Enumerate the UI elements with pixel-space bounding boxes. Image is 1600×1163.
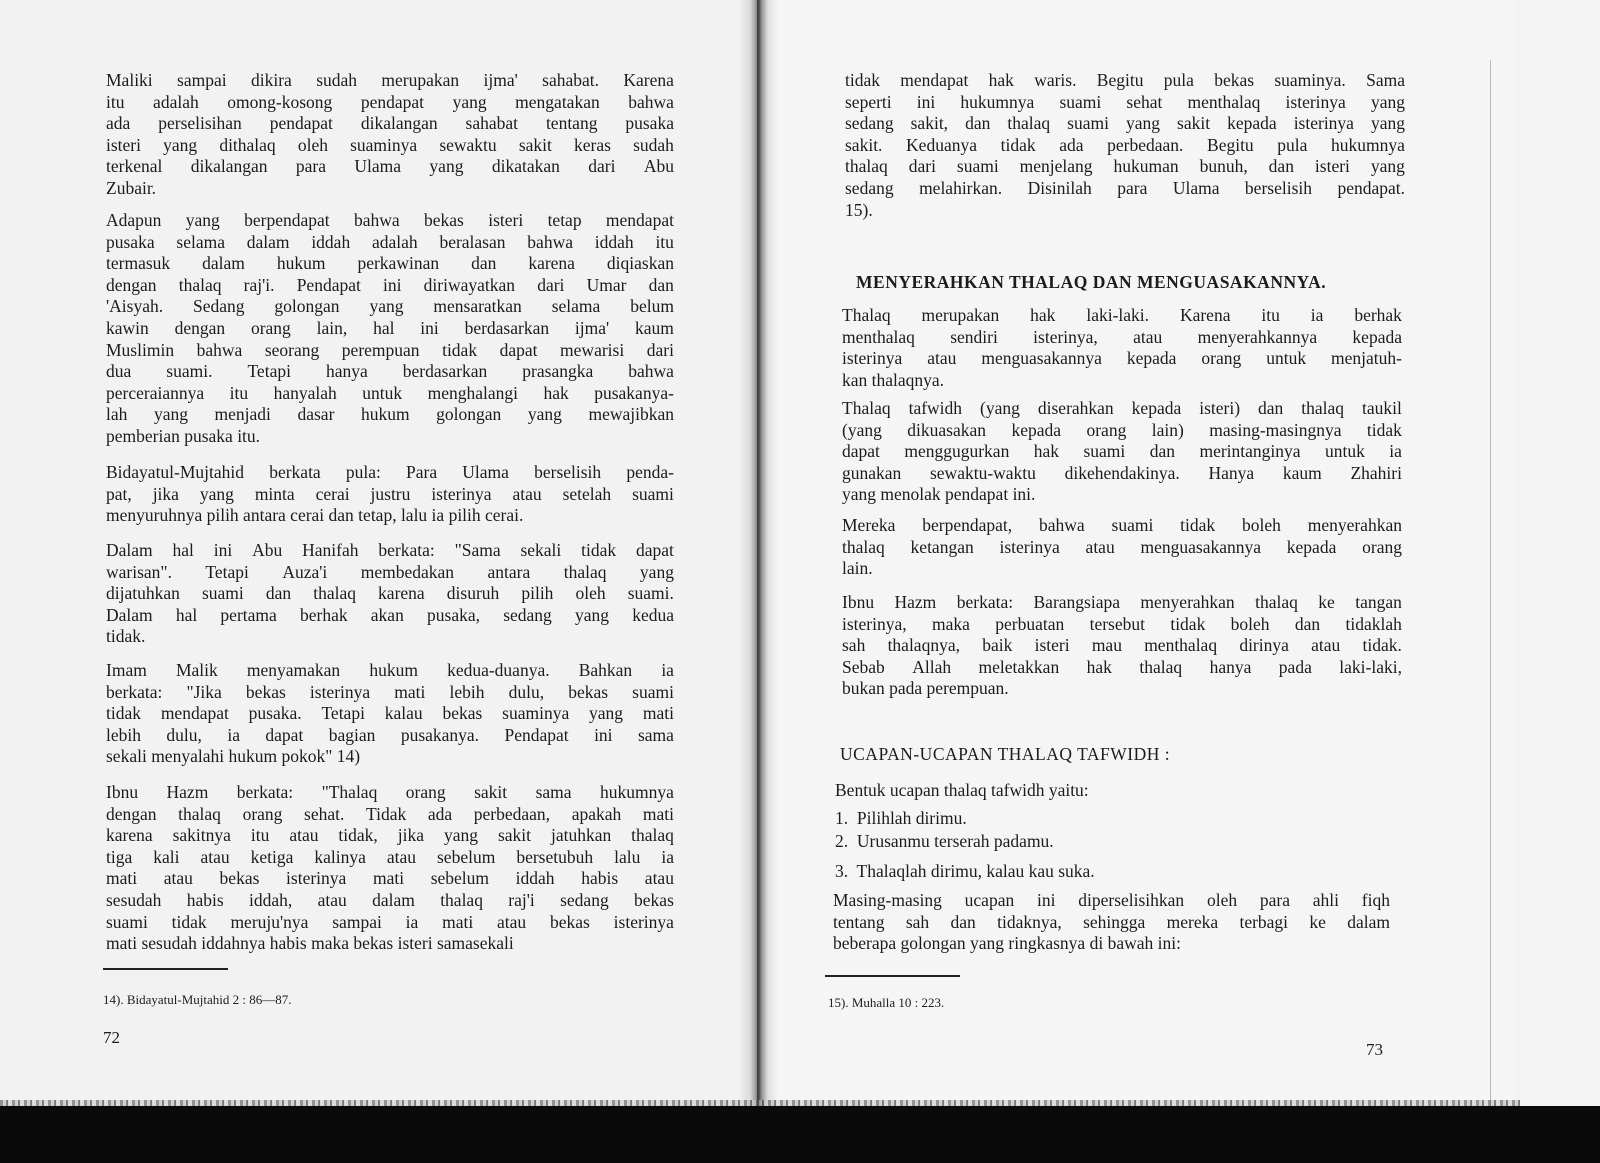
paragraph xyxy=(106,540,674,648)
section-heading: MENYERAHKAN THALAQ DAN MENGUASAKANNYA. xyxy=(856,272,1327,292)
text-line: Muslimin bahwa seorang perempuan tidak dapat mewarisi dari xyxy=(106,339,674,360)
footnote-rule xyxy=(825,975,960,977)
text-line: thalaq dari suami menjelang hukuman bunuh, dan isteri yang xyxy=(845,156,1405,177)
text-line: sesudah habis iddah, atau dalam thalaq raj'i sedang bekas xyxy=(106,889,674,910)
paragraph xyxy=(842,398,1402,506)
text-line: kawin dengan orang lain, hal ini berdasarkan ijma' kaum xyxy=(106,317,674,338)
paragraph xyxy=(106,462,674,527)
text-line: Dalam hal pertama berhak akan pusaka, sedang yang kedua xyxy=(106,604,674,625)
text-line: pusaka selama dalam iddah adalah beralasan bahwa iddah itu xyxy=(106,231,674,252)
footnote: 15). Muhalla 10 : 223. xyxy=(828,995,945,1010)
text-line: yang menolak pendapat ini. xyxy=(842,484,1036,505)
text-line: menyuruhnya pilih antara cerai dan tetap, lalu ia pilih cerai. xyxy=(106,505,524,526)
paragraph xyxy=(842,515,1402,580)
text-line: Maliki sampai dikira sudah merupakan ijma' sahabat. Karena xyxy=(106,70,674,90)
text-line: ada perselisihan pendapat dikalangan sahabat tentang pusaka xyxy=(106,113,674,134)
footnote-rule xyxy=(103,968,228,970)
paragraph xyxy=(106,210,674,448)
text-line: tiga kali atau ketiga kalinya atau sebelum bersetubuh lalu ia xyxy=(106,846,674,867)
text-line: perceraiannya itu hanyalah untuk menghalangi hak pusakanya- xyxy=(106,382,674,403)
page-number: 73 xyxy=(1366,1040,1383,1059)
text-line: 'Aisyah. Sedang golongan yang mensaratkan selama belum xyxy=(106,296,674,317)
text-line: terkenal dikalangan para Ulama yang dikatakan dari Abu xyxy=(106,156,674,177)
text-line: (yang dikuasakan kepada orang lain) masing-masingnya tidak xyxy=(842,419,1402,440)
text-line: gunakan sewaktu-waktu dikehendakinya. Hanya kaum Zhahiri xyxy=(842,462,1402,483)
text-line: suami tidak meruju'nya sampai ia mati atau bekas isterinya xyxy=(106,911,674,932)
paragraph xyxy=(842,305,1402,391)
text-line: Thalaq tafwidh (yang diserahkan kepada isteri) dan thalaq taukil xyxy=(842,398,1402,418)
text-line: dua suami. Tetapi hanya berdasarkan prasangka bahwa xyxy=(106,361,674,382)
text-line: mati sesudah iddahnya habis maka bekas isteri samasekali xyxy=(106,933,514,954)
text-line: berkata: "Jika bekas isterinya mati lebih dulu, bekas suami xyxy=(106,681,674,702)
list-item: 1. Pilihlah dirimu. xyxy=(835,808,967,828)
text-line: karena sakitnya itu atau tidak, jika yang sakit jatuhkan thalaq xyxy=(106,825,674,846)
text-line: Mereka berpendapat, bahwa suami tidak boleh menyerahkan xyxy=(842,515,1402,535)
paragraph xyxy=(106,782,674,955)
text-line: lebih dulu, ia dapat bagian pusakanya. Pendapat ini sama xyxy=(106,724,674,745)
text-line: tidak. xyxy=(106,626,146,647)
paragraph xyxy=(833,890,1390,955)
footnote: 14). Bidayatul-Mujtahid 2 : 86—87. xyxy=(103,992,292,1007)
text-line: Ibnu Hazm berkata: "Thalaq orang sakit sama hukumnya xyxy=(106,782,674,802)
text-line: seperti ini hukumnya suami sehat menthalaq isterinya yang xyxy=(845,91,1405,112)
text-line: isteri yang dithalaq oleh suaminya sewaktu sakit keras sudah xyxy=(106,134,674,155)
text-line: Dalam hal ini Abu Hanifah berkata: "Sama sekali tidak dapat xyxy=(106,540,674,560)
text-line: Bidayatul-Mujtahid berkata pula: Para Ulama berselisih penda- xyxy=(106,462,674,482)
paragraph xyxy=(842,592,1402,700)
paragraph xyxy=(106,70,674,200)
list-intro: Bentuk ucapan thalaq tafwidh yaitu: xyxy=(835,780,1089,800)
text-line: beberapa golongan yang ringkasnya di bawah ini: xyxy=(833,933,1181,954)
text-line: Sebab Allah meletakkan hak thalaq hanya pada laki-laki, xyxy=(842,656,1402,677)
text-line: sakit. Keduanya tidak ada perbedaan. Begitu pula hukumnya xyxy=(845,134,1405,155)
page-edge xyxy=(1490,60,1491,1110)
section-heading: UCAPAN-UCAPAN THALAQ TAFWIDH : xyxy=(840,744,1171,764)
text-line: Thalaq merupakan hak laki-laki. Karena itu ia berhak xyxy=(842,305,1402,325)
text-line: 15). xyxy=(845,199,873,220)
text-line: isterinya, maka perbuatan tersebut tidak boleh dan tidaklah xyxy=(842,613,1402,634)
paragraph xyxy=(845,70,1405,221)
text-line: menthalaq sendiri isterinya, atau menyerahkannya kepada xyxy=(842,326,1402,347)
text-line: warisan". Tetapi Auza'i membedakan antara thalaq yang xyxy=(106,561,674,582)
text-line: sah thalaqnya, baik isteri mau menthalaq dirinya atau tidak. xyxy=(842,635,1402,656)
text-line: Imam Malik menyamakan hukum kedua-duanya. Bahkan ia xyxy=(106,660,674,680)
text-line: sedang melahirkan. Disinilah para Ulama berselisih pendapat. xyxy=(845,177,1405,198)
text-line: dengan thalaq raj'i. Pendapat ini diriwayatkan dari Umar dan xyxy=(106,274,674,295)
text-line: tidak mendapat pusaka. Tetapi kalau bekas suaminya yang mati xyxy=(106,703,674,724)
text-line: pemberian pusaka itu. xyxy=(106,425,261,446)
text-line: lah yang menjadi dasar hukum golongan yang mewajibkan xyxy=(106,404,674,425)
text-line: lain. xyxy=(842,558,873,579)
scan-border xyxy=(0,1106,1600,1163)
text-line: dijatuhkan suami dan thalaq karena disuruh pilih oleh suami. xyxy=(106,583,674,604)
text-line: sedang sakit, dan thalaq suami yang sakit kepada isterinya yang xyxy=(845,113,1405,134)
text-line: pat, jika yang minta cerai justru isterinya atau setelah suami xyxy=(106,483,674,504)
text-line: isterinya atau menguasakannya kepada orang untuk menjatuh- xyxy=(842,348,1402,369)
text-line: dengan thalaq orang sehat. Tidak ada perbedaan, apakah mati xyxy=(106,803,674,824)
text-line: Zubair. xyxy=(106,177,157,198)
text-line: tentang sah dan tidaknya, sehingga mereka terbagi ke dalam xyxy=(833,911,1390,932)
text-line: Ibnu Hazm berkata: Barangsiapa menyerahkan thalaq ke tangan xyxy=(842,592,1402,612)
text-line: dapat menggugurkan hak suami dan merintanginya untuk ia xyxy=(842,441,1402,462)
text-line: itu adalah omong-kosong pendapat yang mengatakan bahwa xyxy=(106,91,674,112)
text-line: kan thalaqnya. xyxy=(842,369,945,390)
gutter-line xyxy=(757,0,759,1130)
list-item: 3. Thalaqlah dirimu, kalau kau suka. xyxy=(835,861,1095,881)
paragraph xyxy=(106,660,674,768)
page-number: 72 xyxy=(103,1028,120,1047)
text-line: termasuk dalam hukum perkawinan dan karena diqiaskan xyxy=(106,253,674,274)
text-line: mati atau bekas isterinya mati sebelum iddah habis atau xyxy=(106,868,674,889)
text-line: tidak mendapat hak waris. Begitu pula bekas suaminya. Sama xyxy=(845,70,1405,90)
text-line: Masing-masing ucapan ini diperselisihkan oleh para ahli fiqh xyxy=(833,890,1390,910)
text-line: sekali menyalahi hukum pokok" 14) xyxy=(106,746,361,767)
text-line: Adapun yang berpendapat bahwa bekas isteri tetap mendapat xyxy=(106,210,674,230)
text-line: bukan pada perempuan. xyxy=(842,678,1009,699)
list-item: 2. Urusanmu terserah padamu. xyxy=(835,831,1054,851)
text-line: thalaq ketangan isterinya atau menguasakannya kepada orang xyxy=(842,536,1402,557)
